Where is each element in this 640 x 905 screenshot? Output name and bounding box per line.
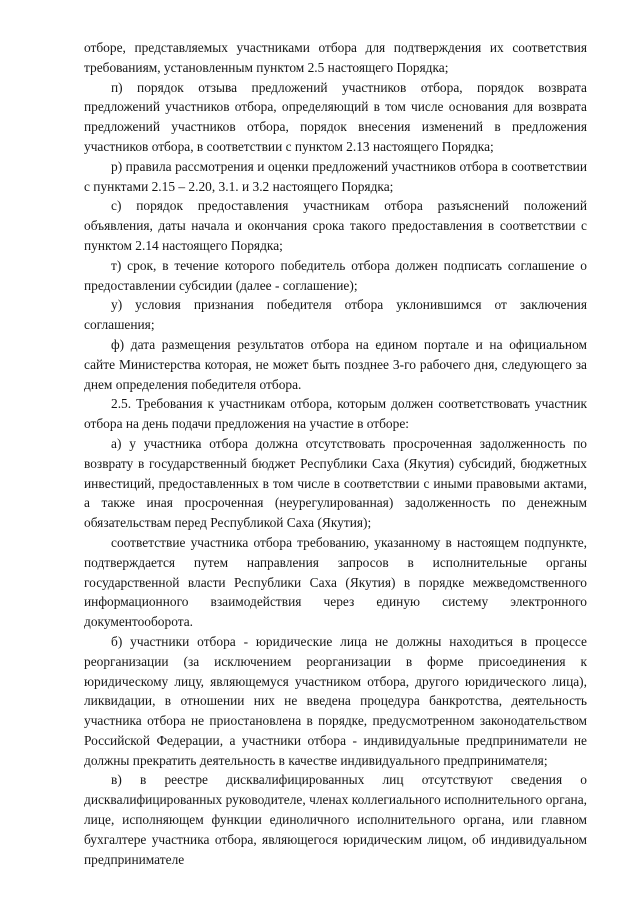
paragraph-item-f: ф) дата размещения результатов отбора на едином портале и на официальном сайте Министерства которая, не может быть позднее 3-го рабочего дня, следующего за днем определения победителя отбора.: [84, 336, 587, 392]
paragraph-item-u: у) условия признания победителя отбора уклонившимся от заключения соглашения;: [84, 297, 587, 333]
paragraph-item-v: в) в реестре дисквалифицированных лиц отсутствуют сведения о дисквалифицированных руководителе, членах коллегиального исполнительного органа, лице, исполняющем функции единоличного исполнительного органа, или главном бухгалтере участника отбора, являющегося юридическим лицом, об индивидуальном предпринимателе: [84, 772, 587, 867]
paragraph-section-2-5: 2.5. Требования к участникам отбора, которым должен соответствовать участник отбора на день подачи предложения на участие в отборе:: [84, 396, 587, 432]
paragraph-item-a-compliance: соответствие участника отбора требованию, указанному в настоящем подпункте, подтверждается путем направления запросов в исполнительные органы государственной власти Республики Саха (Якутия) в порядке межведомственного информационного взаимодействия через единую систему электронного документооборота.: [84, 534, 587, 630]
paragraph-item-r: р) правила рассмотрения и оценки предложений участников отбора в соответствии с пунктами 2.15 – 2.20, 3.1. и 3.2 настоящего Порядка;: [84, 158, 587, 194]
paragraph-item-t: т) срок, в течение которого победитель отбора должен подписать соглашение о предоставлении субсидии (далее - соглашение);: [84, 257, 587, 293]
paragraph-continuation: отборе, представляемых участниками отбора для подтверждения их соответствия требованиям, установленным пунктом 2.5 настоящего Порядка;: [84, 40, 587, 75]
paragraph-item-b: б) участники отбора - юридические лица не должны находиться в процессе реорганизации (за исключением реорганизации в форме присоединения к юридическому лицу, являющемуся участником отбора, другого юридического лица), ликвидации, в отношении них не введена процедура банкротства, деятельность участника отбора не приостановлена в порядке, предусмотренном законодательством Российской Федерации, а участники отбора - индивидуальные предприниматели не должны прекратить деятельность в качестве индивидуального предпринимателя;: [84, 633, 587, 768]
paragraph-item-p: п) порядок отзыва предложений участников отбора, порядок возврата предложений участников отбора, определяющий в том числе основания для возврата предложений участников отбора, порядок внесения изменений в предложения участников отбора, в соответствии с пунктом 2.13 настоящего Порядка;: [84, 79, 587, 154]
document-page: [84, 38, 587, 869]
paragraph-item-s: с) порядок предоставления участникам отбора разъяснений положений объявления, даты начала и окончания срока такого предоставления в соответствии с пунктом 2.14 настоящего Порядка;: [84, 198, 587, 253]
paragraph-item-a: а) у участника отбора должна отсутствовать просроченная задолженность по возврату в государственный бюджет Республики Саха (Якутия) субсидий, бюджетных инвестиций, предоставленных в том числе в соответствии с иными правовыми актами, а также иная просроченная (неурегулированная) задолженность по денежным обязательствам перед Республикой Саха (Якутия);: [84, 435, 587, 531]
